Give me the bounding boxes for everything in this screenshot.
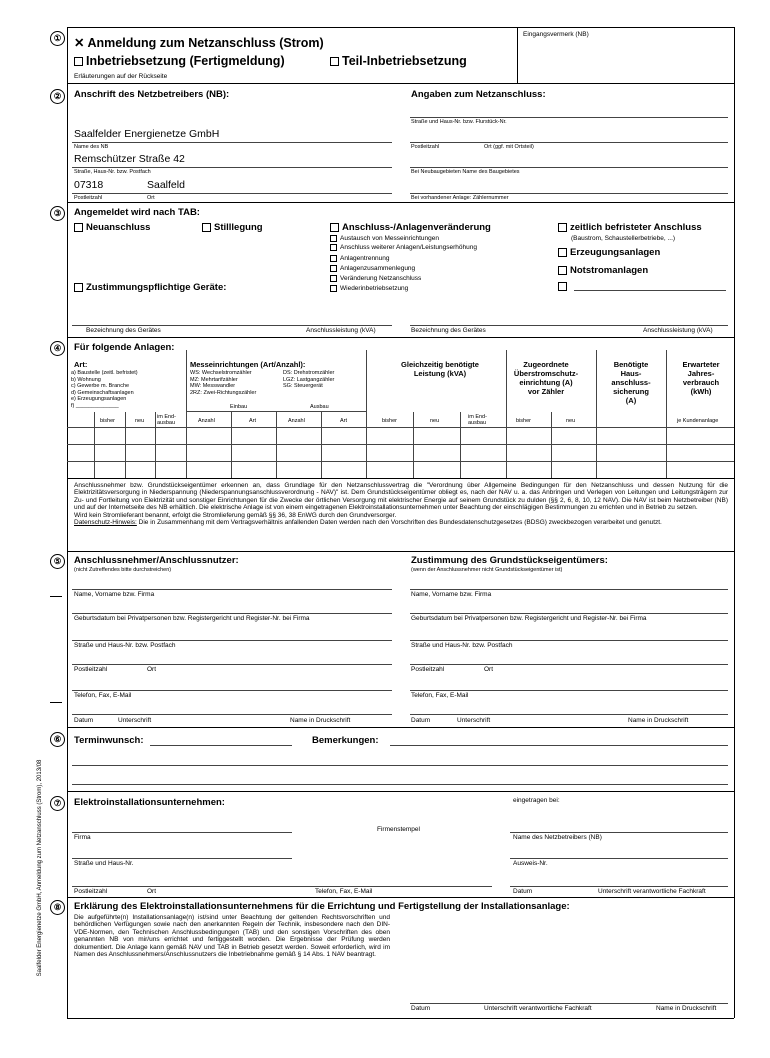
underline (72, 886, 492, 887)
anschlussnehmer-sub: (nicht Zutreffendes bitte durchstreichen) (74, 567, 172, 573)
col-bisher: bisher (382, 418, 397, 424)
geraet-label-1: Bezeichnung des Gerätes (86, 327, 161, 334)
bemerkungen-label: Bemerkungen: (312, 735, 379, 746)
divider (67, 897, 734, 898)
sub-option[interactable] (330, 255, 390, 262)
underline (410, 117, 728, 118)
underline (410, 142, 728, 143)
eingetragen-label: eingetragen bei: (513, 797, 560, 804)
eigentuemer-title: Zustimmung des Grundstückseigentümers: (411, 555, 608, 566)
section-number-4: ④ (50, 341, 65, 356)
option-zeitlich-befristet[interactable] (558, 222, 702, 233)
mess-item: 2RZ: Zwei-Richtungszähler (190, 389, 257, 396)
option-label: Veränderung Netzanschluss (340, 275, 422, 283)
divider (67, 337, 734, 338)
header-line: einrichtung (A) (519, 378, 573, 387)
terminwunsch-input[interactable] (150, 745, 292, 746)
name-label: Name, Vorname bzw. Firma (74, 591, 155, 598)
header-line: Benötigte (613, 360, 649, 369)
ort-label: Ort (147, 666, 157, 673)
underline (72, 142, 392, 143)
option-other[interactable] (558, 281, 570, 292)
header-line: Leistung (kVA) (413, 369, 467, 378)
unterschrift-label: Unterschrift (457, 717, 491, 724)
checkbox[interactable] (330, 223, 339, 232)
checkbox[interactable] (330, 244, 337, 251)
col-imend: im End-ausbau (468, 414, 487, 426)
underline (410, 640, 728, 641)
art-item: e) Erzeugungsanlagen (71, 396, 127, 402)
underline (72, 167, 392, 168)
plz-label: Postleitzahl (411, 666, 445, 673)
nbname-label: Name des Netzbetreibers (NB) (513, 834, 602, 841)
checkbox[interactable] (330, 235, 337, 242)
underline (72, 640, 392, 641)
option-label: Teil-Inbetriebsetzung (342, 54, 467, 68)
firma-label: Firma (74, 834, 91, 841)
sub-option[interactable] (330, 275, 421, 282)
underline (72, 325, 392, 326)
col-bisher: bisher (100, 418, 115, 424)
grid-line (596, 350, 597, 478)
checkbox[interactable] (202, 223, 211, 232)
option-label: Austausch von Messeinrichtungen (340, 235, 440, 243)
telefon-label: Telefon, Fax, E-Mail (411, 692, 469, 699)
elektro-title: Elektroinstallationsunternehmen: (74, 797, 225, 808)
divider (67, 83, 734, 84)
option-erzeugungsanlagen[interactable] (558, 247, 660, 258)
header-note: Erläuterungen auf der Rückseite (74, 73, 168, 80)
plz-label: Postleitzahl (74, 888, 108, 895)
option-label: Zustimmungspflichtige Geräte: (86, 282, 227, 293)
checkbox[interactable] (330, 285, 337, 292)
art-list (71, 370, 138, 409)
druckschrift-label: Name in Druckschrift (656, 1005, 717, 1012)
mess-item: MW: Messwandler (190, 383, 236, 389)
benoetigte-header (596, 360, 666, 405)
unterschrift-fachkraft-label: Unterschrift verantwortliche Fachkraft (598, 888, 706, 895)
option-stilllegung[interactable] (202, 222, 263, 233)
option-notstromanlagen[interactable] (558, 265, 648, 276)
header-line: Überstromschutz- (513, 369, 579, 378)
divider (67, 791, 734, 792)
sub-option[interactable] (330, 285, 408, 292)
underline (410, 613, 728, 614)
druckschrift-label: Name in Druckschrift (628, 717, 689, 724)
anlagen-title: Für folgende Anlagen: (74, 342, 175, 353)
geraet-label-2: Bezeichnung des Gerätes (411, 327, 486, 334)
section-number-5: ⑤ (50, 554, 65, 569)
underline (410, 193, 728, 194)
info-text (74, 482, 728, 526)
nb-ort-label: Ort (147, 195, 155, 201)
checkbox[interactable] (558, 248, 567, 257)
mess-item: DS: Drehstromzähler (283, 370, 335, 376)
nb-name-label: Name des NB (74, 144, 109, 150)
checkbox[interactable] (330, 275, 337, 282)
firmenstempel-label: Firmenstempel (377, 826, 420, 833)
leistung-label-1: Anschlussleistung (kVA) (306, 327, 376, 334)
sub-option[interactable] (330, 244, 477, 251)
nb-address-title: Anschrift des Netzbetreibers (NB): (74, 89, 230, 100)
ausweis-label: Ausweis-Nr. (513, 860, 548, 867)
grid-line (67, 461, 734, 462)
mess-item: SG: Steuergerät (283, 383, 323, 389)
option-label: Anschluss weiterer Anlagen/Leistungserhöhung (340, 244, 477, 252)
grid-line (155, 412, 156, 478)
col-kundenanlage: je Kundenanlage (677, 418, 719, 424)
option-teil-inbetriebsetzung[interactable] (330, 54, 467, 68)
form-title: Anmeldung zum Netzanschluss (Strom) (87, 36, 324, 50)
bemerkungen-line[interactable] (72, 765, 728, 766)
underline (510, 832, 728, 833)
ort-label: Ort (ggf. mit Ortsteil) (484, 144, 534, 150)
grid-line (321, 412, 322, 478)
checkbox[interactable] (558, 266, 567, 275)
art-item: b) Wohnung (71, 376, 101, 383)
underline (410, 167, 728, 168)
underline (410, 690, 728, 691)
name-label: Name, Vorname bzw. Firma (411, 591, 492, 598)
underline (410, 664, 728, 665)
art-item: c) Gewerbe m. Branche (71, 383, 130, 389)
datum-label: Datum (411, 1005, 431, 1012)
grid-line (186, 411, 366, 412)
bemerkungen-input[interactable] (390, 745, 728, 746)
art-item: a) Baustelle (zeitl. befristet) (71, 370, 138, 376)
erklaerung-title: Erklärung des Elektroinstallationsunternehmens für die Errichtung und Fertigstellung der Installationsanlage: (74, 901, 570, 912)
datenschutz-label: Datenschutz-Hinweis: (74, 519, 137, 527)
section-number-8: ⑧ (50, 900, 65, 915)
grid-line (67, 427, 734, 428)
info-paragraph: Anschlussnehmer bzw. Grundstückseigentümer erkennen an, dass Grundlage für den Netzanschlussvertrag die "Verordnung über Allgemeine Bedingungen für den Netzanschluss und dessen Nutzung für die Elektrizitätsversorgung in Niederspannung (Niederspannungsanschlussverordnung - NAV)" ist. Dem Grundstückseigentümer obliegt es, nach der NAV u. a. das Anbringen und Verlegen von Leitungen und Leitungsträgern zur Zu- und Fortleitung von Elektrizität und sonstiger Einrichtungen für die Zwecke der örtlichen Versorgung mit elektrischer Energie auf seinem Grundstück zu dulden (§§ 2, 6, 8, 10, 12 NAV). Die NAV ist beim Netzbetreiber (NB) und auf der Internetseite des NB erhältlich. Die elektrische Anlage ist von einem eingetragenen Elektroinstallationsunternehmen unter Beachtung der einschlägigen Bestimmungen zu errichten und in Betrieb zu setzen. (74, 482, 728, 512)
grid-line (231, 412, 232, 478)
geburtsdatum-label: Geburtsdatum bei Privatpersonen bzw. Registergericht und Register-Nr. bei Firma (411, 615, 647, 622)
datum-label: Datum (411, 717, 431, 724)
frame-top (67, 27, 734, 28)
option-label: Stilllegung (214, 222, 263, 233)
checkbox[interactable] (558, 282, 567, 291)
underline (510, 858, 728, 859)
section-number-7: ⑦ (50, 796, 65, 811)
checkbox[interactable] (74, 223, 83, 232)
option-label: Inbetriebsetzung (Fertigmeldung) (86, 54, 285, 68)
header-line: Erwarteter (682, 360, 720, 369)
info-paragraph: Die in Zusammenhang mit dem Vertragsverhältnis anfallenden Daten werden nach den Vorschriften des Bundesdatenschutzgesetzes (BDSG) zweckbezogen verarbeitet und genutzt. (138, 519, 662, 527)
nb-plz-value[interactable]: 07318 (74, 179, 104, 191)
eigentuemer-sub: (wenn der Anschlussnehmer nicht Grundstückseigentümer ist) (411, 567, 563, 573)
telefon-label: Telefon, Fax, E-Mail (74, 692, 132, 699)
art-item: d) Gemeinschaftsanlagen (71, 389, 134, 396)
section-number-6: ⑥ (50, 732, 65, 747)
underline (72, 193, 392, 194)
header-line: sicherung (613, 387, 649, 396)
frame-right (734, 27, 735, 1018)
title-checkbox[interactable]: ✕ (74, 36, 85, 50)
unterschrift-fachkraft-label: Unterschrift verantwortliche Fachkraft (484, 1005, 592, 1012)
grid-line (460, 412, 461, 478)
header-line: vor Zähler (527, 387, 565, 396)
grid-line (67, 444, 734, 445)
street-label: Straße und Haus-Nr. bzw. Flurstück-Nr. (411, 119, 507, 125)
zaehler-label: Bei vorhandener Anlage: Zählernummer (411, 195, 509, 201)
underline (410, 589, 728, 590)
mess-item: WS: Wechselstromzähler (190, 370, 252, 376)
datum-label: Datum (74, 717, 94, 724)
option-label: Anschluss-/Anlagenveränderung (342, 222, 491, 233)
checkbox[interactable] (74, 57, 83, 66)
mess-list-1 (190, 370, 256, 396)
checkbox[interactable] (330, 57, 339, 66)
underline (72, 613, 392, 614)
connection-info-title: Angaben zum Netzanschluss: (411, 89, 546, 100)
option-label: Wiederinbetriebsetzung (340, 285, 409, 293)
side-text: Saalfelder Energienetze GmbH, Anmeldung zum Netzanschluss (Strom), 2013/08 (37, 759, 43, 977)
nb-ort-value[interactable]: Saalfeld (147, 179, 185, 191)
grid-line (94, 412, 95, 478)
erklaerung-text: Die aufgeführte(n) Installationsanlage(n) ist/sind unter Beachtung der geltenden Rechtsvorschriften und behördlichen Verfügungen sowie nach den anerkannten Regeln der Technik, insbesondere nach den DIN-VDE-Normen, den Technischen Anschlussbedingungen (TAB) und den sonstigen Vorschriften des oben genannten NB von mir/uns errichtet und fertiggestellt worden. Die Ergebnisse der Prüfung werden dokumentiert. Die Anlage kann gemäß NAV und TAB in Betrieb gesetzt werden. Soweit erforderlich, wird im Namen des Anschlussnehmers/Anschlussnutzers die Inbetriebnahme gemäß § 14 Abs. 1 NAV beantragt. (74, 914, 390, 959)
header-line: (kWh) (690, 387, 712, 396)
header-line: (A) (625, 396, 637, 405)
einbau-label: Einbau (230, 404, 248, 410)
col-bisher: bisher (516, 418, 531, 424)
terminwunsch-label: Terminwunsch: (74, 735, 144, 746)
underline (72, 589, 392, 590)
checkbox[interactable] (330, 265, 337, 272)
underline (410, 714, 728, 715)
grid-line (666, 350, 667, 478)
mess-list-2 (283, 370, 334, 390)
ort-label: Ort (484, 666, 494, 673)
header-line: verbrauch (682, 378, 720, 387)
neubau-label: Bei Neubaugebieten Name des Baugebietes (411, 169, 520, 175)
option-label: Neuanschluss (86, 222, 151, 233)
divider (67, 478, 734, 479)
eingangsvermerk-label: Eingangsvermerk (NB) (523, 31, 589, 38)
bemerkungen-line[interactable] (72, 784, 728, 785)
strasse-label: Straße und Haus-Nr. bzw. Postfach (411, 642, 513, 649)
anschlussnehmer-title: Anschlussnehmer/Anschlussnutzer: (74, 555, 239, 566)
option-inbetriebsetzung[interactable] (74, 54, 285, 68)
margin-mark (50, 596, 62, 597)
col-imend: im End-ausbau (157, 414, 176, 426)
art-title: Art: (74, 360, 88, 369)
grid-line (366, 350, 367, 478)
mess-item: MZ: Mehrtarifzähler (190, 376, 238, 383)
col-anzahl: Anzahl (288, 418, 305, 424)
plz-label: Postleitzahl (411, 144, 440, 150)
zugeordnete-header (506, 360, 586, 396)
grid-line (186, 350, 187, 478)
grid-line (551, 412, 552, 478)
underline (72, 714, 392, 715)
nb-street-label: Straße, Haus-Nr. bzw. Postfach (74, 169, 151, 175)
leistung-label-2: Anschlussleistung (kVA) (643, 327, 713, 334)
col-art: Art (249, 418, 257, 424)
margin-mark (50, 702, 62, 703)
nb-plz-label: Postleitzahl (74, 195, 103, 201)
erwarteter-header (668, 360, 734, 396)
col-art: Art (340, 418, 348, 424)
nb-name-value[interactable]: Saalfelder Energienetze GmbH (74, 128, 220, 140)
frame-left (67, 27, 68, 1018)
zeitlich-sub: (Baustrom, Schaustellerbetriebe, ...) (571, 235, 676, 242)
telefon-label: Telefon, Fax, E-Mail (315, 888, 373, 895)
option-zustimmungspflichtig[interactable] (74, 282, 226, 293)
col-neu: neu (135, 418, 145, 424)
mess-item: LGZ: Lastgangzähler (283, 376, 335, 383)
checkbox[interactable] (74, 283, 83, 292)
underline (72, 664, 392, 665)
nb-street-value[interactable]: Remschützer Straße 42 (74, 153, 185, 165)
section-number-1: ① (50, 31, 65, 46)
grid-line (413, 412, 414, 478)
col-neu: neu (566, 418, 576, 424)
underline (72, 690, 392, 691)
divider (517, 27, 518, 83)
grid-line (276, 412, 277, 478)
divider (67, 727, 734, 728)
checkbox[interactable] (330, 255, 337, 262)
underline (574, 290, 726, 291)
underline (72, 832, 292, 833)
unterschrift-label: Unterschrift (118, 717, 152, 724)
option-label: Notstromanlagen (570, 265, 649, 276)
header-title-row (74, 35, 324, 50)
frame-bottom (67, 1018, 734, 1019)
header-line: Haus- (620, 369, 642, 378)
gleichzeitig-header (370, 360, 510, 378)
mess-title: Messeinrichtungen (Art/Anzahl): (190, 360, 306, 369)
sub-option[interactable] (330, 235, 439, 242)
ort-label: Ort (147, 888, 157, 895)
col-neu: neu (430, 418, 440, 424)
option-anlagenveraenderung[interactable] (330, 222, 491, 233)
tab-title: Angemeldet wird nach TAB: (74, 207, 200, 218)
underline (510, 886, 728, 887)
strasse-label: Straße und Haus-Nr. bzw. Postfach (74, 642, 176, 649)
grid-line (125, 412, 126, 478)
druckschrift-label: Name in Druckschrift (290, 717, 351, 724)
col-anzahl: Anzahl (198, 418, 215, 424)
underline (72, 858, 292, 859)
section-number-2: ② (50, 89, 65, 104)
divider (67, 202, 734, 203)
underline (410, 325, 728, 326)
info-paragraph: Wird kein Stromlieferant benannt, erfolgt die Stromlieferung gemäß §§ 36, 38 EnWG durch den Grundversorger. (74, 511, 397, 519)
ausbau-label: Ausbau (310, 404, 329, 410)
sub-option[interactable] (330, 265, 415, 272)
underline (410, 1003, 728, 1004)
plz-label: Postleitzahl (74, 666, 108, 673)
divider (67, 551, 734, 552)
option-label: Erzeugungsanlagen (570, 247, 661, 258)
section-number-3: ③ (50, 206, 65, 221)
header-line: Jahres- (687, 369, 715, 378)
header-line: Gleichzeitig benötigte (401, 360, 479, 369)
checkbox[interactable] (558, 223, 567, 232)
option-neuanschluss[interactable] (74, 222, 150, 233)
strasse-label: Straße und Haus-Nr. (74, 860, 134, 867)
grid-line (506, 350, 507, 478)
option-label: zeitlich befristeter Anschluss (570, 222, 702, 233)
geburtsdatum-label: Geburtsdatum bei Privatpersonen bzw. Registergericht und Register-Nr. bei Firma (74, 615, 310, 622)
header-line: Zugeordnete (523, 360, 569, 369)
art-item: f) ______________ (71, 402, 119, 409)
header-line: anschluss- (611, 378, 651, 387)
option-label: Anlagenzusammenlegung (340, 265, 416, 273)
option-label: Anlagentrennung (340, 255, 390, 263)
datum-label: Datum (513, 888, 533, 895)
